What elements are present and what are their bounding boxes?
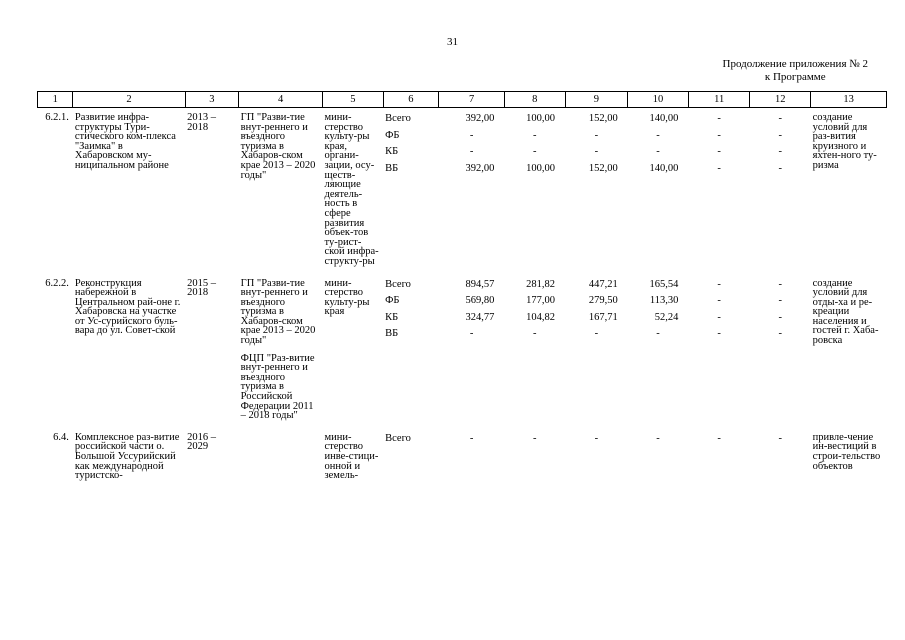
activity-name: Развитие инфра-структуры Тури-стического ком-плекса "Заимка" в Хабаровском му-ниципальном районе [74, 112, 176, 171]
amounts-col8 [504, 108, 565, 267]
row-number: 6.4. [53, 431, 69, 443]
amount-value: - [469, 432, 474, 444]
amount-value: - [656, 146, 660, 157]
program-text: ГП "Разви-тие внут-реннего и въездного туризма в Хабаров-ском крае 2013 – 2020 годы" [240, 277, 316, 347]
amount-value: - [656, 129, 660, 141]
amount-value: - [778, 162, 783, 174]
continuation-caption [723, 58, 868, 84]
amounts-col10 [628, 267, 689, 421]
executor: мини-стерство культу-ры края, органи-зации, осу-ществ-ляющие деятель-ность в сфере развития объек-тов ту-рист-ской инфра-структу-ры [324, 112, 379, 267]
source-label: ФБ [385, 295, 400, 306]
amount-value: - [717, 162, 721, 174]
program-cell [239, 421, 323, 481]
continuation-line-1: Продолжение приложения № 2 [722, 58, 868, 70]
executor: мини-стерство инве-стици-онной и земель- [324, 431, 379, 482]
amounts-col11 [688, 421, 750, 481]
years: 2016 – 2029 [187, 431, 216, 453]
row-number: 6.2.1. [45, 112, 69, 123]
table-row [38, 267, 887, 421]
expected-result: создание условий для отды-ха и ре-креации населения и гостей г. Хаба-ровска [812, 277, 879, 347]
amount-value: - [469, 146, 474, 157]
source-label: КБ [385, 311, 399, 323]
amount-value: 140,00 [649, 113, 679, 124]
column-header: 6 [383, 92, 439, 108]
amount-value: - [594, 146, 599, 157]
amount-value: - [594, 432, 599, 444]
amounts-col7 [439, 421, 505, 481]
amount-value: - [778, 146, 783, 157]
column-header: 8 [504, 92, 565, 108]
amount-value: - [594, 328, 599, 339]
amount-value: - [469, 328, 474, 339]
amount-value: 177,00 [526, 295, 556, 306]
expected-result: привле-чение ин-вестиций в строи-тельство объектов [812, 431, 881, 472]
program-cell [239, 108, 323, 267]
program-text: ГП "Разви-тие внут-реннего и въездного туризма в Хабаров-ском крае 2013 – 2020 годы" [240, 112, 316, 181]
column-header: 1 [38, 92, 73, 108]
amounts-col10 [628, 108, 689, 267]
amount-value: 167,71 [588, 311, 618, 323]
header-row [38, 92, 887, 108]
source-label: Всего [385, 113, 411, 124]
amount-value: 152,00 [588, 162, 618, 174]
continuation-line-2: к Программе [764, 71, 826, 83]
amount-value: 113,30 [649, 295, 679, 306]
years: 2015 – 2018 [187, 277, 216, 299]
amount-value: - [532, 129, 537, 141]
amount-value: - [778, 113, 783, 124]
funding-sources [383, 267, 439, 421]
column-header: 10 [628, 92, 689, 108]
column-header: 4 [239, 92, 323, 108]
column-header: 13 [811, 92, 887, 108]
amount-value: - [778, 432, 783, 444]
row-number: 6.2.2. [45, 277, 69, 289]
amount-value: 447,21 [588, 278, 618, 290]
amount-value: 569,80 [465, 295, 495, 306]
table-row [38, 108, 887, 267]
amount-value: - [717, 432, 721, 444]
amounts-col8 [504, 421, 565, 481]
column-header: 2 [73, 92, 185, 108]
amount-value: - [532, 146, 537, 157]
column-header: 5 [323, 92, 384, 108]
activity-name: Реконструкция набережной в Центральном рай-оне г. Хабаровска на участке от Ус-сурийского буль-вара до ул. Совет-ской [74, 277, 181, 337]
source-label: Всего [385, 278, 411, 290]
column-header: 7 [439, 92, 505, 108]
amounts-col9 [565, 108, 628, 267]
amount-value: - [717, 311, 721, 323]
amount-value: - [717, 278, 721, 290]
amounts-col8 [504, 267, 565, 421]
years: 2013 – 2018 [187, 112, 216, 133]
amount-value: - [717, 146, 721, 157]
program-text: ФЦП "Раз-витие внут-реннего и въездного туризма в Российской Федерации 2011 – 2018 годы" [240, 352, 315, 422]
amount-value: - [532, 328, 537, 339]
column-header: 12 [750, 92, 811, 108]
amount-value: 279,50 [588, 295, 618, 306]
amount-value: - [469, 129, 474, 141]
funding-sources [383, 421, 439, 481]
amount-value: 392,00 [465, 113, 495, 124]
amounts-col11 [688, 108, 750, 267]
amount-value: 100,00 [526, 162, 556, 174]
source-label: ВБ [385, 162, 399, 174]
amounts-col12 [750, 108, 811, 267]
amount-value: - [594, 129, 599, 141]
amount-value: - [717, 295, 721, 306]
amount-value: - [778, 328, 783, 339]
amount-value: 52,24 [654, 311, 679, 323]
amounts-col9 [565, 267, 628, 421]
amount-value: 104,82 [526, 311, 556, 323]
amount-value: - [778, 129, 783, 141]
amounts-col12 [750, 421, 811, 481]
amount-value: - [717, 129, 721, 141]
amount-value: - [717, 113, 721, 124]
program-table [37, 91, 887, 481]
amounts-col7 [439, 108, 505, 267]
amount-value: 324,77 [465, 311, 495, 323]
table-row [38, 421, 887, 481]
amount-value: - [717, 328, 721, 339]
amounts-col10 [628, 421, 689, 481]
amount-value: - [778, 278, 783, 290]
program-cell [239, 267, 323, 421]
amount-value: 392,00 [465, 162, 495, 174]
activity-name: Комплексное раз-витие российской части о. Большой Уссурийский как международной туристско- [74, 431, 180, 482]
amount-value: - [778, 311, 783, 323]
source-label: ВБ [385, 328, 399, 339]
amount-value: 894,57 [465, 278, 495, 290]
source-label: ФБ [385, 129, 400, 141]
expected-result: создание условий для раз-вития круизного и яхтен-ного ту-ризма [812, 112, 877, 171]
amount-value: - [778, 295, 783, 306]
amount-value: 140,00 [649, 162, 679, 174]
amounts-col12 [750, 267, 811, 421]
amount-value: 165,54 [649, 278, 679, 290]
column-header: 11 [688, 92, 750, 108]
amounts-col7 [439, 267, 505, 421]
amount-value: - [532, 432, 537, 444]
amounts-col11 [688, 267, 750, 421]
amount-value: - [656, 432, 660, 444]
executor: мини-стерство культу-ры края [324, 277, 370, 318]
page-number: 31 [447, 36, 458, 48]
column-header: 9 [565, 92, 628, 108]
amount-value: - [656, 328, 660, 339]
funding-sources [383, 108, 439, 267]
amount-value: 281,82 [526, 278, 556, 290]
column-header: 3 [185, 92, 239, 108]
amount-value: 100,00 [526, 113, 556, 124]
amounts-col9 [565, 421, 628, 481]
source-label: КБ [385, 146, 399, 157]
source-label: Всего [385, 432, 411, 444]
amount-value: 152,00 [588, 113, 618, 124]
